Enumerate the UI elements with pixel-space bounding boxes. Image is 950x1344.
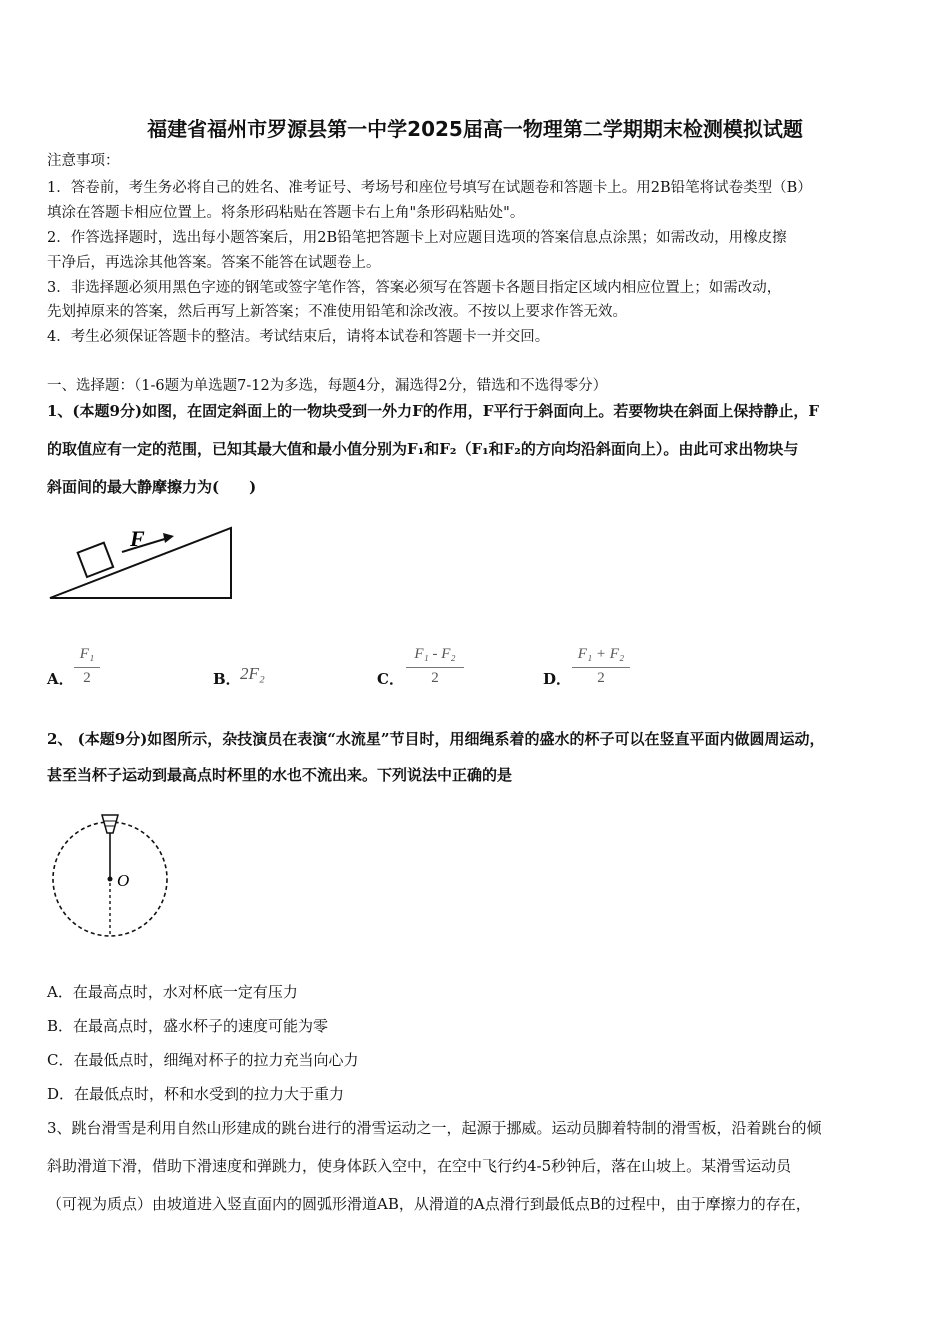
- option-b-expression: 2F₂: [240, 664, 265, 683]
- notice-line: 干净后，再选涂其他答案。答案不能答在试题卷上。: [47, 255, 381, 271]
- fraction-denominator: 2: [597, 670, 605, 686]
- notice-line: 先划掉原来的答案，然后再写上新答案；不准使用铅笔和涂改液。不按以上要求作答无效。: [47, 304, 627, 320]
- fraction-bar: [406, 667, 464, 668]
- option-b: B．在最高点时，盛水杯子的速度可能为零: [47, 1017, 329, 1035]
- question-1-line: 1、(本题9分)如图，在固定斜面上的一物块受到一外力F的作用，F平行于斜面向上。若要物块在斜面上保持静止，F: [47, 402, 820, 420]
- notice-line: 2．作答选择题时，选出每小题答案后，用2B铅笔把答题卡上对应题目选项的答案信息点涂黑；如需改动，用橡皮擦: [47, 230, 787, 246]
- force-label: F: [130, 526, 145, 551]
- incline-figure: [44, 520, 244, 606]
- fraction-bar: [74, 667, 100, 668]
- section-heading: 一、选择题：（1-6题为单选题7-12为多选，每题4分，漏选得2分，错选和不选得零分）: [47, 378, 608, 394]
- option-d-letter: D．: [543, 670, 572, 688]
- center-label: O: [117, 871, 130, 890]
- circle-figure: [50, 805, 175, 945]
- question-2-line: 甚至当杯子运动到最高点时杯里的水也不流出来。下列说法中正确的是: [47, 766, 513, 784]
- option-a-letter: A．: [47, 670, 74, 688]
- question-1-line: 斜面间的最大静摩擦力为( ): [47, 478, 257, 496]
- option-d: D．在最低点时，杯和水受到的拉力大于重力: [47, 1085, 345, 1103]
- option-c-letter: C．: [377, 670, 404, 688]
- notice-line: 填涂在答题卡相应位置上。将条形码粘贴在答题卡右上角"条形码粘贴处"。: [47, 205, 525, 221]
- notice-line: 4．考生必须保证答题卡的整洁。考试结束后，请将本试卷和答题卡一并交回。: [47, 329, 550, 345]
- notice-line: 3．非选择题必须用黑色字迹的钢笔或签字笔作答，答案必须写在答题卡各题目指定区域内相应位置上；如需改动，: [47, 280, 782, 296]
- option-d-fraction: [570, 646, 632, 692]
- fraction-numerator: F₁ + F₂: [577, 646, 625, 662]
- fraction-denominator: 2: [83, 670, 91, 686]
- fraction-bar: [572, 667, 630, 668]
- fraction-numerator: F₁: [79, 646, 95, 662]
- question-3-line: 斜助滑道下滑，借助下滑速度和弹跳力，使身体跃入空中，在空中飞行约4-5秒钟后，落在山坡上。某滑雪运动员: [47, 1157, 792, 1175]
- option-a-fraction: [72, 646, 102, 692]
- question-2-line: 2、 (本题9分)如图所示，杂技演员在表演“水流星”节目时，用细绳系着的盛水的杯子可以在竖直平面内做圆周运动，: [47, 730, 825, 748]
- question-3-line: （可视为质点）由坡道进入竖直面内的圆弧形滑道AB，从滑道的A点滑行到最低点B的过程中，由于摩擦力的存在，: [47, 1195, 811, 1213]
- notice-heading: 注意事项：: [47, 153, 120, 169]
- page-title: 福建省福州市罗源县第一中学2025届高一物理第二学期期末检测模拟试题: [147, 117, 803, 141]
- fraction-numerator: F₁ - F₂: [414, 646, 456, 662]
- notice-line: 1．答卷前，考生务必将自己的姓名、准考证号、考场号和座位号填写在试题卷和答题卡上。用2B铅笔将试卷类型（B）: [47, 180, 812, 196]
- option-a: A．在最高点时，水对杯底一定有压力: [47, 983, 298, 1001]
- question-1-line: 的取值应有一定的范围，已知其最大值和最小值分别为F₁和F₂（F₁和F₂的方向均沿斜面向上）。由此可求出物块与: [47, 440, 799, 458]
- option-c: C．在最低点时，细绳对杯子的拉力充当向心力: [47, 1051, 359, 1069]
- fraction-denominator: 2: [431, 670, 439, 686]
- question-3-line: 3、跳台滑雪是利用自然山形建成的跳台进行的滑雪运动之一，起源于挪威。运动员脚着特制的滑雪板，沿着跳台的倾: [47, 1119, 822, 1137]
- option-b-letter: B．: [213, 670, 241, 688]
- option-c-fraction: [404, 646, 466, 692]
